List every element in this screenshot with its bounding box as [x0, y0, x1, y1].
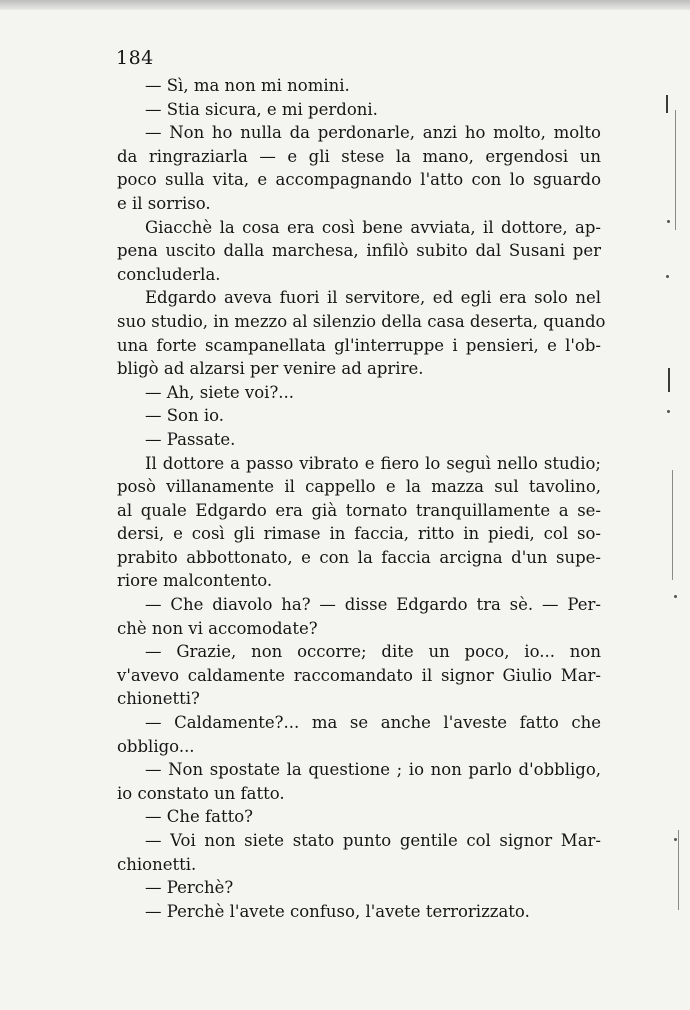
text-line: chionetti?: [117, 689, 200, 709]
text-line: — Che diavolo ha? — disse Edgardo tra sè. — Per-: [145, 595, 601, 615]
text-line: — Stia sicura, e mi perdoni.: [145, 99, 378, 119]
text-line: — Son io.: [145, 406, 225, 426]
text-line: — Voi non siete stato punto gentile col signor Mar-: [145, 831, 601, 850]
text-line: — Caldamente?... ma se anche l'aveste fatto che: [145, 713, 601, 733]
text-line: da ringraziarla — e gli stese la mano, ergendosi un: [117, 146, 601, 166]
text-line: — Non ho nulla da perdonarle, anzi ho molto, molto: [145, 123, 601, 143]
page-top-edge: [0, 0, 690, 10]
text-line: dersi, e così gli rimase in faccia, ritto in piedi, col so-: [117, 524, 601, 544]
text-line: — Che fatto?: [145, 807, 253, 827]
text-line: pena uscito dalla marchesa, infilò subito dal Susani per: [117, 241, 601, 261]
text-line: chionetti.: [117, 854, 197, 874]
text-line: una forte scampanellata gl'interruppe i pensieri, e l'ob-: [117, 335, 601, 355]
scan-artifact: [666, 95, 668, 113]
text-line: chè non vi accomodate?: [117, 618, 318, 638]
text-line: — Ah, siete voi?...: [145, 382, 295, 402]
text-line: e il sorriso.: [117, 193, 211, 213]
text-line: — Grazie, non occorre; dite un poco, io... non: [145, 642, 601, 662]
scan-artifact: [672, 470, 673, 580]
text-line: obbligo...: [117, 736, 195, 756]
scan-artifact: [667, 220, 670, 223]
page-number: 184: [116, 47, 154, 69]
page-body-text: [117, 74, 606, 923]
text-line: — Perchè?: [145, 878, 234, 898]
scan-artifact: [668, 368, 670, 392]
scan-artifact: [674, 595, 677, 598]
scan-artifact: [675, 110, 676, 230]
text-line: posò villanamente il cappello e la mazza sul tavolino,: [117, 477, 601, 497]
text-line: suo studio, in mezzo al silenzio della casa deserta, quando: [117, 311, 606, 331]
text-line: Giacchè la cosa era così bene avviata, il dottore, ap-: [145, 217, 601, 237]
scan-artifact: [667, 410, 670, 413]
text-line: al quale Edgardo era già tornato tranquillamente a se-: [117, 500, 601, 520]
scan-artifact: [674, 838, 677, 841]
text-line: v'avevo caldamente raccomandato il signor Giulio Mar-: [117, 665, 601, 685]
text-line: — Perchè l'avete confuso, l'avete terrorizzato.: [145, 901, 530, 921]
text-line: bligò ad alzarsi per venire ad aprire.: [117, 359, 424, 379]
text-line: io constato un fatto.: [117, 783, 285, 803]
text-line: — Passate.: [145, 429, 236, 449]
scan-artifact: [678, 830, 679, 910]
text-line: poco sulla vita, e accompagnando l'atto con lo sguardo: [117, 170, 601, 190]
text-line: riore malcontento.: [117, 571, 273, 591]
text-line: — Non spostate la questione ; io non parlo d'obbligo,: [145, 760, 601, 780]
text-line: — Sì, ma non mi nomini.: [145, 76, 350, 95]
scan-artifact: [666, 275, 669, 278]
text-line: Edgardo aveva fuori il servitore, ed egli era solo nel: [145, 288, 601, 308]
text-line: concluderla.: [117, 264, 221, 284]
text-line: prabito abbottonato, e con la faccia arcigna d'un supe-: [117, 547, 601, 567]
text-line: Il dottore a passo vibrato e fiero lo seguì nello studio;: [145, 453, 601, 473]
